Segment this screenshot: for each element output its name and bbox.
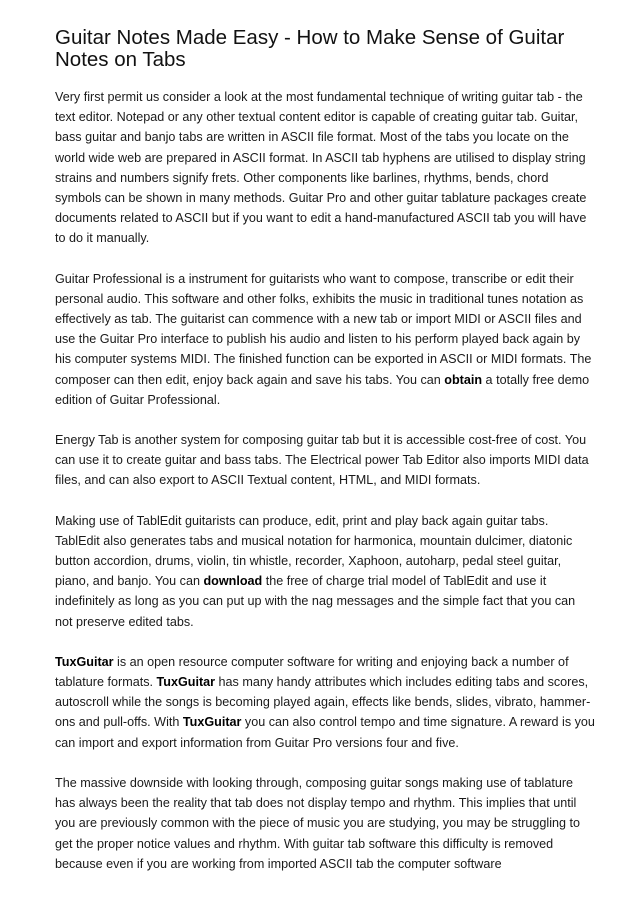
bold-keyword: TuxGuitar [156,675,216,690]
document-page [55,27,595,894]
paragraph-text-editor [55,87,595,249]
paragraph-segment: you can also control tempo and time signature. A reward is you can import and export information from Guitar Pro versions four and five. [55,715,595,750]
paragraph-segment: Very first permit us consider a look at the most fundamental technique of writing guitar tab - the text editor. Notepad or any other textual content editor is capable of creating guitar tab. Guitar, bass guitar and banjo tabs are written in ASCII file format. Most of the tabs you locate on the world wide web are prepared in ASCII format. In ASCII tab hyphens are utilised to display string strains and numbers signify frets. Other components like barlines, rhythms, bends, chord symbols can be shown in many methods. Guitar Pro and other guitar tablature packages create documents related to ASCII but if you want to edit a hand-manufactured ASCII tab you will have to do it manually. [55,90,587,246]
document-title: Guitar Notes Made Easy - How to Make Sense of Guitar Notes on Tabs [55,26,565,71]
paragraph-segment: has many handy attributes which includes editing tabs and scores, autoscroll while the songs is becoming played again, effects like bends, slides, vibrato, hammer-ons and pull-offs. With [55,675,591,730]
paragraph-tuxguitar [55,652,595,753]
paragraph-segment: a totally free demo edition of Guitar Professional. [55,372,590,407]
bold-keyword: TuxGuitar [182,715,242,730]
paragraph-segment: is an open resource computer software for writing and enjoying back a number of tablature formats. [55,654,569,690]
paragraph-downside [55,773,595,874]
paragraph-power-tab [55,430,595,491]
paragraph-tabledit [55,511,595,632]
paragraph-segment: The massive downside with looking through, composing guitar songs making use of tablature has always been the reality that tab does not display tempo and rhythm. This implies that until you are previously common with the piece of music you are studying, you may be struggling to get the proper notice values and rhythm. With guitar tab software this difficulty is removed because even if you are working from imported ASCII tab the computer software [55,775,581,871]
bold-keyword: download [203,574,263,589]
paragraph-segment: the free of charge trial model of TablEdit and use it indefinitely as long as you can put up with the nag messages and the simple fact that you can not preserve edited tabs. [55,574,576,629]
paragraph-segment: Energy Tab is another system for composing guitar tab but it is accessible cost-free of cost. You can use it to create guitar and bass tabs. The Electrical power Tab Editor also imports MIDI data files, and can also export to ASCII Textual content, HTML, and MIDI formats. [55,433,589,488]
bold-keyword: TuxGuitar [55,654,114,669]
paragraph-segment: Making use of TablEdit guitarists can produce, edit, print and play back again guitar tabs. TablEdit also generates tabs and musical notation for harmonica, mountain dulcimer, diatonic button accordion, drums, violin, tin whistle, recorder, Xaphoon, autoharp, pedal steel guitar, piano, and banjo. You can [55,513,573,589]
bold-keyword: obtain [444,372,483,387]
paragraph-segment: Guitar Professional is a instrument for guitarists who want to compose, transcribe or edit their personal audio. This software and other folks, exhibits the music in traditional tunes notation as effectively as tab. The guitarist can commence with a new tab or import MIDI or ASCII files and use the Guitar Pro interface to publish his audio and listen to his perform played back again by his computer systems MIDI. The finished function can be exported in ASCII or MIDI formats. The composer can then edit, enjoy back again and save his tabs. You can [55,271,592,387]
paragraph-guitar-pro [55,269,595,410]
